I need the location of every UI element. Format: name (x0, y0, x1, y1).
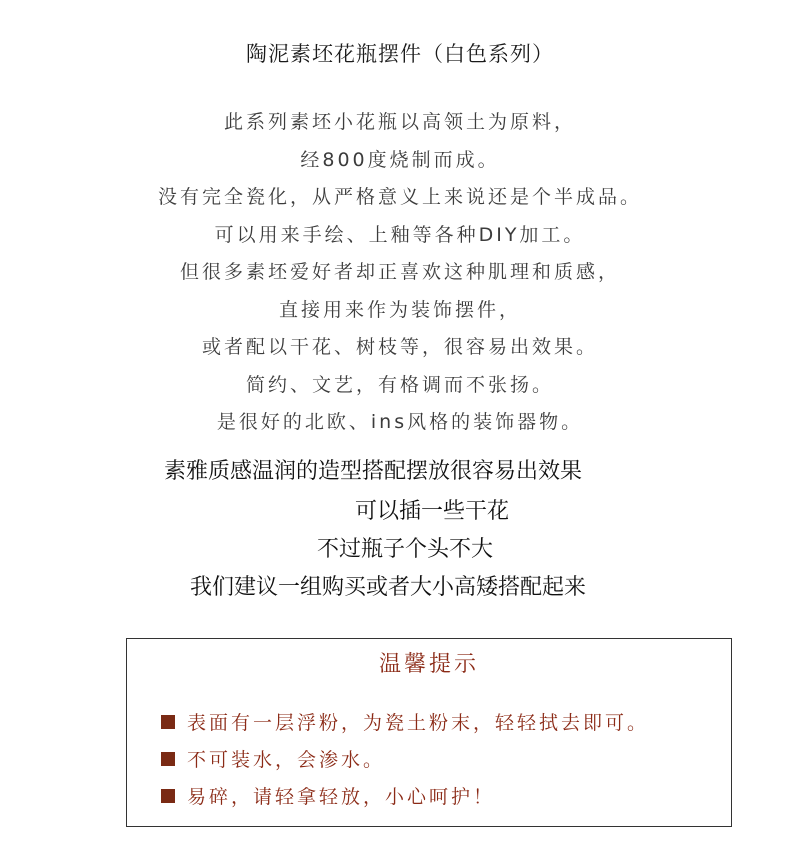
notice-title: 温馨提示 (378, 652, 479, 677)
square-bullet-icon (161, 715, 175, 729)
notice-box (126, 638, 732, 827)
square-bullet-icon (161, 752, 175, 766)
notice-item-text: 易碎，请轻拿轻放，小心呵护！ (187, 786, 496, 808)
highlight-line: 不过瓶子个头不大 (317, 537, 494, 562)
description-line: 没有完全瓷化，从严格意义上来说还是个半成品。 (157, 186, 642, 208)
notice-item-text: 不可装水，会渗水。 (187, 749, 386, 771)
square-bullet-icon (161, 789, 175, 803)
highlight-line: 素雅质感温润的造型搭配摆放很容易出效果 (164, 459, 583, 484)
notice-item (161, 782, 495, 812)
description-line: 经800度烧制而成。 (300, 148, 500, 171)
notice-item-text: 表面有一层浮粉，为瓷土粉末，轻轻拭去即可。 (187, 712, 650, 734)
notice-item (161, 745, 385, 775)
notice-item (161, 708, 649, 738)
description-line: 可以用来手绘、上釉等各种DIY加工。 (214, 223, 586, 246)
description-line: 或者配以干花、树枝等，很容易出效果。 (201, 336, 598, 358)
highlight-line: 我们建议一组购买或者大小高矮搭配起来 (190, 575, 587, 600)
description-line: 是很好的北欧、ins风格的装饰器物。 (216, 411, 584, 433)
description-block (0, 104, 800, 442)
highlight-line: 可以插一些干花 (355, 499, 510, 524)
page-title: 陶泥素坯花瓶摆件（白色系列） (246, 42, 554, 66)
description-line: 此系列素坯小花瓶以高领土为原料， (223, 111, 576, 133)
description-line: 直接用来作为装饰摆件， (278, 298, 521, 321)
description-line: 简约、文艺，有格调而不张扬。 (245, 373, 554, 396)
description-line: 但很多素坯爱好者却正喜欢这种肌理和质感， (179, 261, 620, 283)
